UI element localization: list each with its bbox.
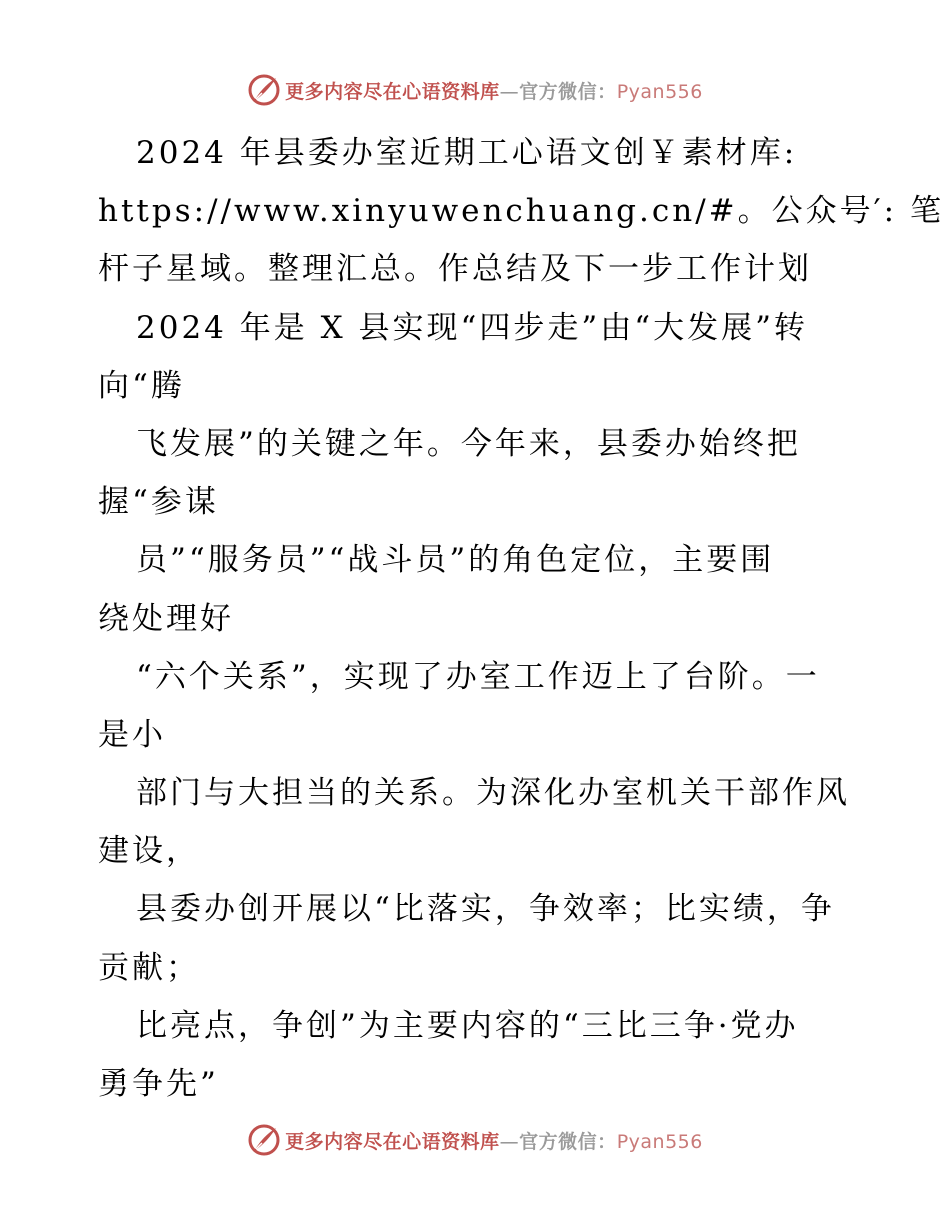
header-dash: — (499, 80, 520, 103)
footer-wechat-id: Pyan556 (616, 1130, 703, 1153)
text-line: 2024 年县委办室近期工心语文创￥素材库: (136, 135, 798, 171)
header-site-name: 更多内容尽在心语资料库 (285, 80, 500, 103)
footer-watermark (0, 1118, 950, 1162)
header-wechat-id: Pyan556 (616, 80, 703, 103)
quill-pen-logo-icon (247, 1123, 281, 1157)
text-line: 握“参谋 (98, 484, 219, 521)
header-wechat-label: 官方微信： (519, 80, 617, 103)
text-line: 部门与大担当的关系。为深化办室机关干部作风 (136, 775, 850, 812)
text-line: https://www.xinyuwenchuang.cn/#。公众号′: 笔 (98, 193, 944, 230)
footer-wechat-label: 官方微信： (519, 1130, 617, 1153)
text-line: 向“腾 (98, 367, 185, 404)
text-line: 建设， (98, 833, 200, 870)
quill-pen-logo-icon (247, 73, 281, 107)
text-line: 飞发展”的关键之年。今年来，县委办始终把 (136, 425, 801, 462)
text-line: 员”“服务员”“战斗员”的角色定位，主要围 (136, 542, 775, 579)
text-line: 比亮点，争创”为主要内容的“三比三争·党办 (136, 1007, 799, 1044)
text-line: 2024 年是 X 县实现“四步走”由“大发展”转 (136, 309, 808, 346)
text-line: 杆子星域。整理汇总。作总结及下一步工作计划 (98, 251, 812, 288)
text-line: 勇争先” (98, 1066, 219, 1102)
text-line: “六个关系”，实现了办室工作迈上了台阶。一 (136, 658, 820, 695)
text-line: 绕处理好 (98, 600, 234, 637)
header-watermark (0, 68, 950, 112)
text-line: 贡献； (98, 949, 200, 986)
footer-dash: — (499, 1130, 520, 1153)
document-body (98, 124, 944, 1113)
text-line: 是小 (98, 716, 166, 753)
footer-site-name: 更多内容尽在心语资料库 (285, 1130, 500, 1153)
text-line: 县委办创开展以“比落实，争效率；比实绩，争 (136, 891, 835, 928)
